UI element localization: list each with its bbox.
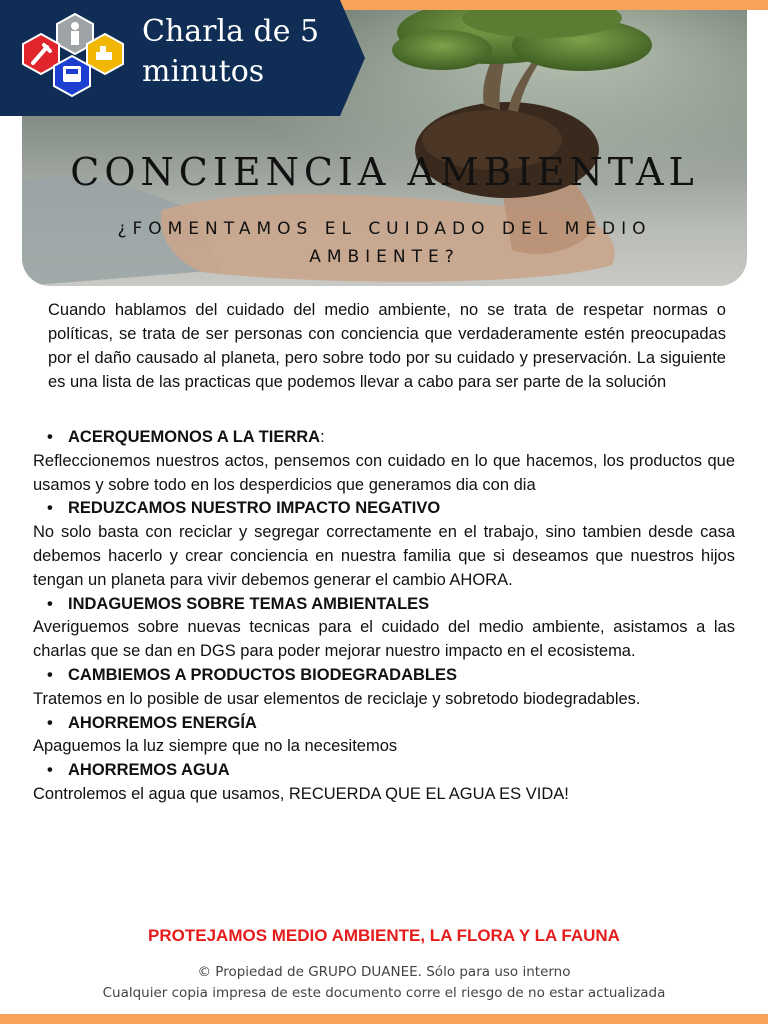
item-text: Controlemos el agua que usamos, RECUERDA QUE EL AGUA ES VIDA!	[33, 784, 569, 803]
bottom-accent-bar	[0, 1014, 768, 1024]
list-item	[33, 712, 735, 760]
footer-copyright: © Propiedad de GRUPO DUANEE. Sólo para uso interno	[197, 964, 571, 980]
item-heading: REDUZCAMOS NUESTRO IMPACTO NEGATIVO	[68, 499, 441, 518]
page-title: CONCIENCIA AMBIENTAL	[70, 150, 699, 194]
bullet-icon: •	[47, 499, 53, 518]
item-text: Apaguemos la luz siempre que no la necesitemos	[33, 737, 398, 756]
item-heading: AHORREMOS ENERGÍA	[68, 713, 257, 732]
list-item	[33, 664, 735, 712]
intro-paragraph: Cuando hablamos del cuidado del medio ambiente, no se trata de respetar normas o políticas, se trata de ser personas con conciencia que verdaderamente estén preocupadas por el daño causado al planeta, pero sobre todo por su cuidado y preservación. La siguiente es una lista de las practicas que podemos llevar a cabo para ser parte de la solución	[48, 301, 726, 391]
item-text: Averiguemos sobre nuevas tecnicas para el cuidado del medio ambiente, asistamos a las charlas que se dan en DGS para poder mejorar nuestro impacto en el ecosistema.	[33, 618, 735, 661]
footer-disclaimer: Cualquier copia impresa de este documento corre el riesgo de no estar actualizada	[102, 985, 666, 1001]
item-text: Tratemos en lo posible de usar elementos de reciclaje y sobretodo biodegradables.	[33, 689, 641, 708]
bullet-icon: •	[47, 665, 53, 684]
page-subtitle: ¿FOMENTAMOS EL CUIDADO DEL MEDIO AMBIENTE?	[117, 219, 652, 267]
practices-list	[33, 426, 735, 807]
item-heading: AHORREMOS AGUA	[68, 761, 230, 780]
badge-label: Charla de 5 minutos	[142, 14, 320, 89]
list-item	[33, 593, 735, 664]
item-heading: CAMBIEMOS A PRODUCTOS BIODEGRADABLES	[68, 665, 457, 684]
charla-badge	[0, 0, 365, 116]
list-item	[33, 497, 735, 592]
item-text: No solo basta con reciclar y segregar correctamente en el trabajo, sino tambien desde casa debemos hacerlo y crear conciencia en nuestra familia que si deseamos que nuestros hijos tengan un planeta para vivir debemos generar el cambio AHORA.	[33, 523, 735, 589]
bullet-icon: •	[47, 713, 53, 732]
item-heading: INDAGUEMOS SOBRE TEMAS AMBIENTALES	[68, 594, 430, 613]
item-heading-suffix: :	[320, 428, 325, 446]
closing-slogan: PROTEJAMOS MEDIO AMBIENTE, LA FLORA Y LA FAUNA	[148, 926, 620, 945]
bullet-icon: •	[47, 428, 53, 446]
item-text: Refleccionemos nuestros actos, pensemos con cuidado en lo que hacemos, los productos que usamos y sobre todo en los desperdicios que generamos dia con dia	[33, 451, 735, 494]
item-heading: ACERQUEMONOS A LA TIERRA	[68, 428, 321, 446]
footer	[0, 962, 768, 1004]
bullet-icon: •	[47, 761, 53, 780]
list-item	[33, 426, 735, 497]
list-item	[33, 759, 735, 807]
bullet-icon: •	[47, 594, 53, 613]
